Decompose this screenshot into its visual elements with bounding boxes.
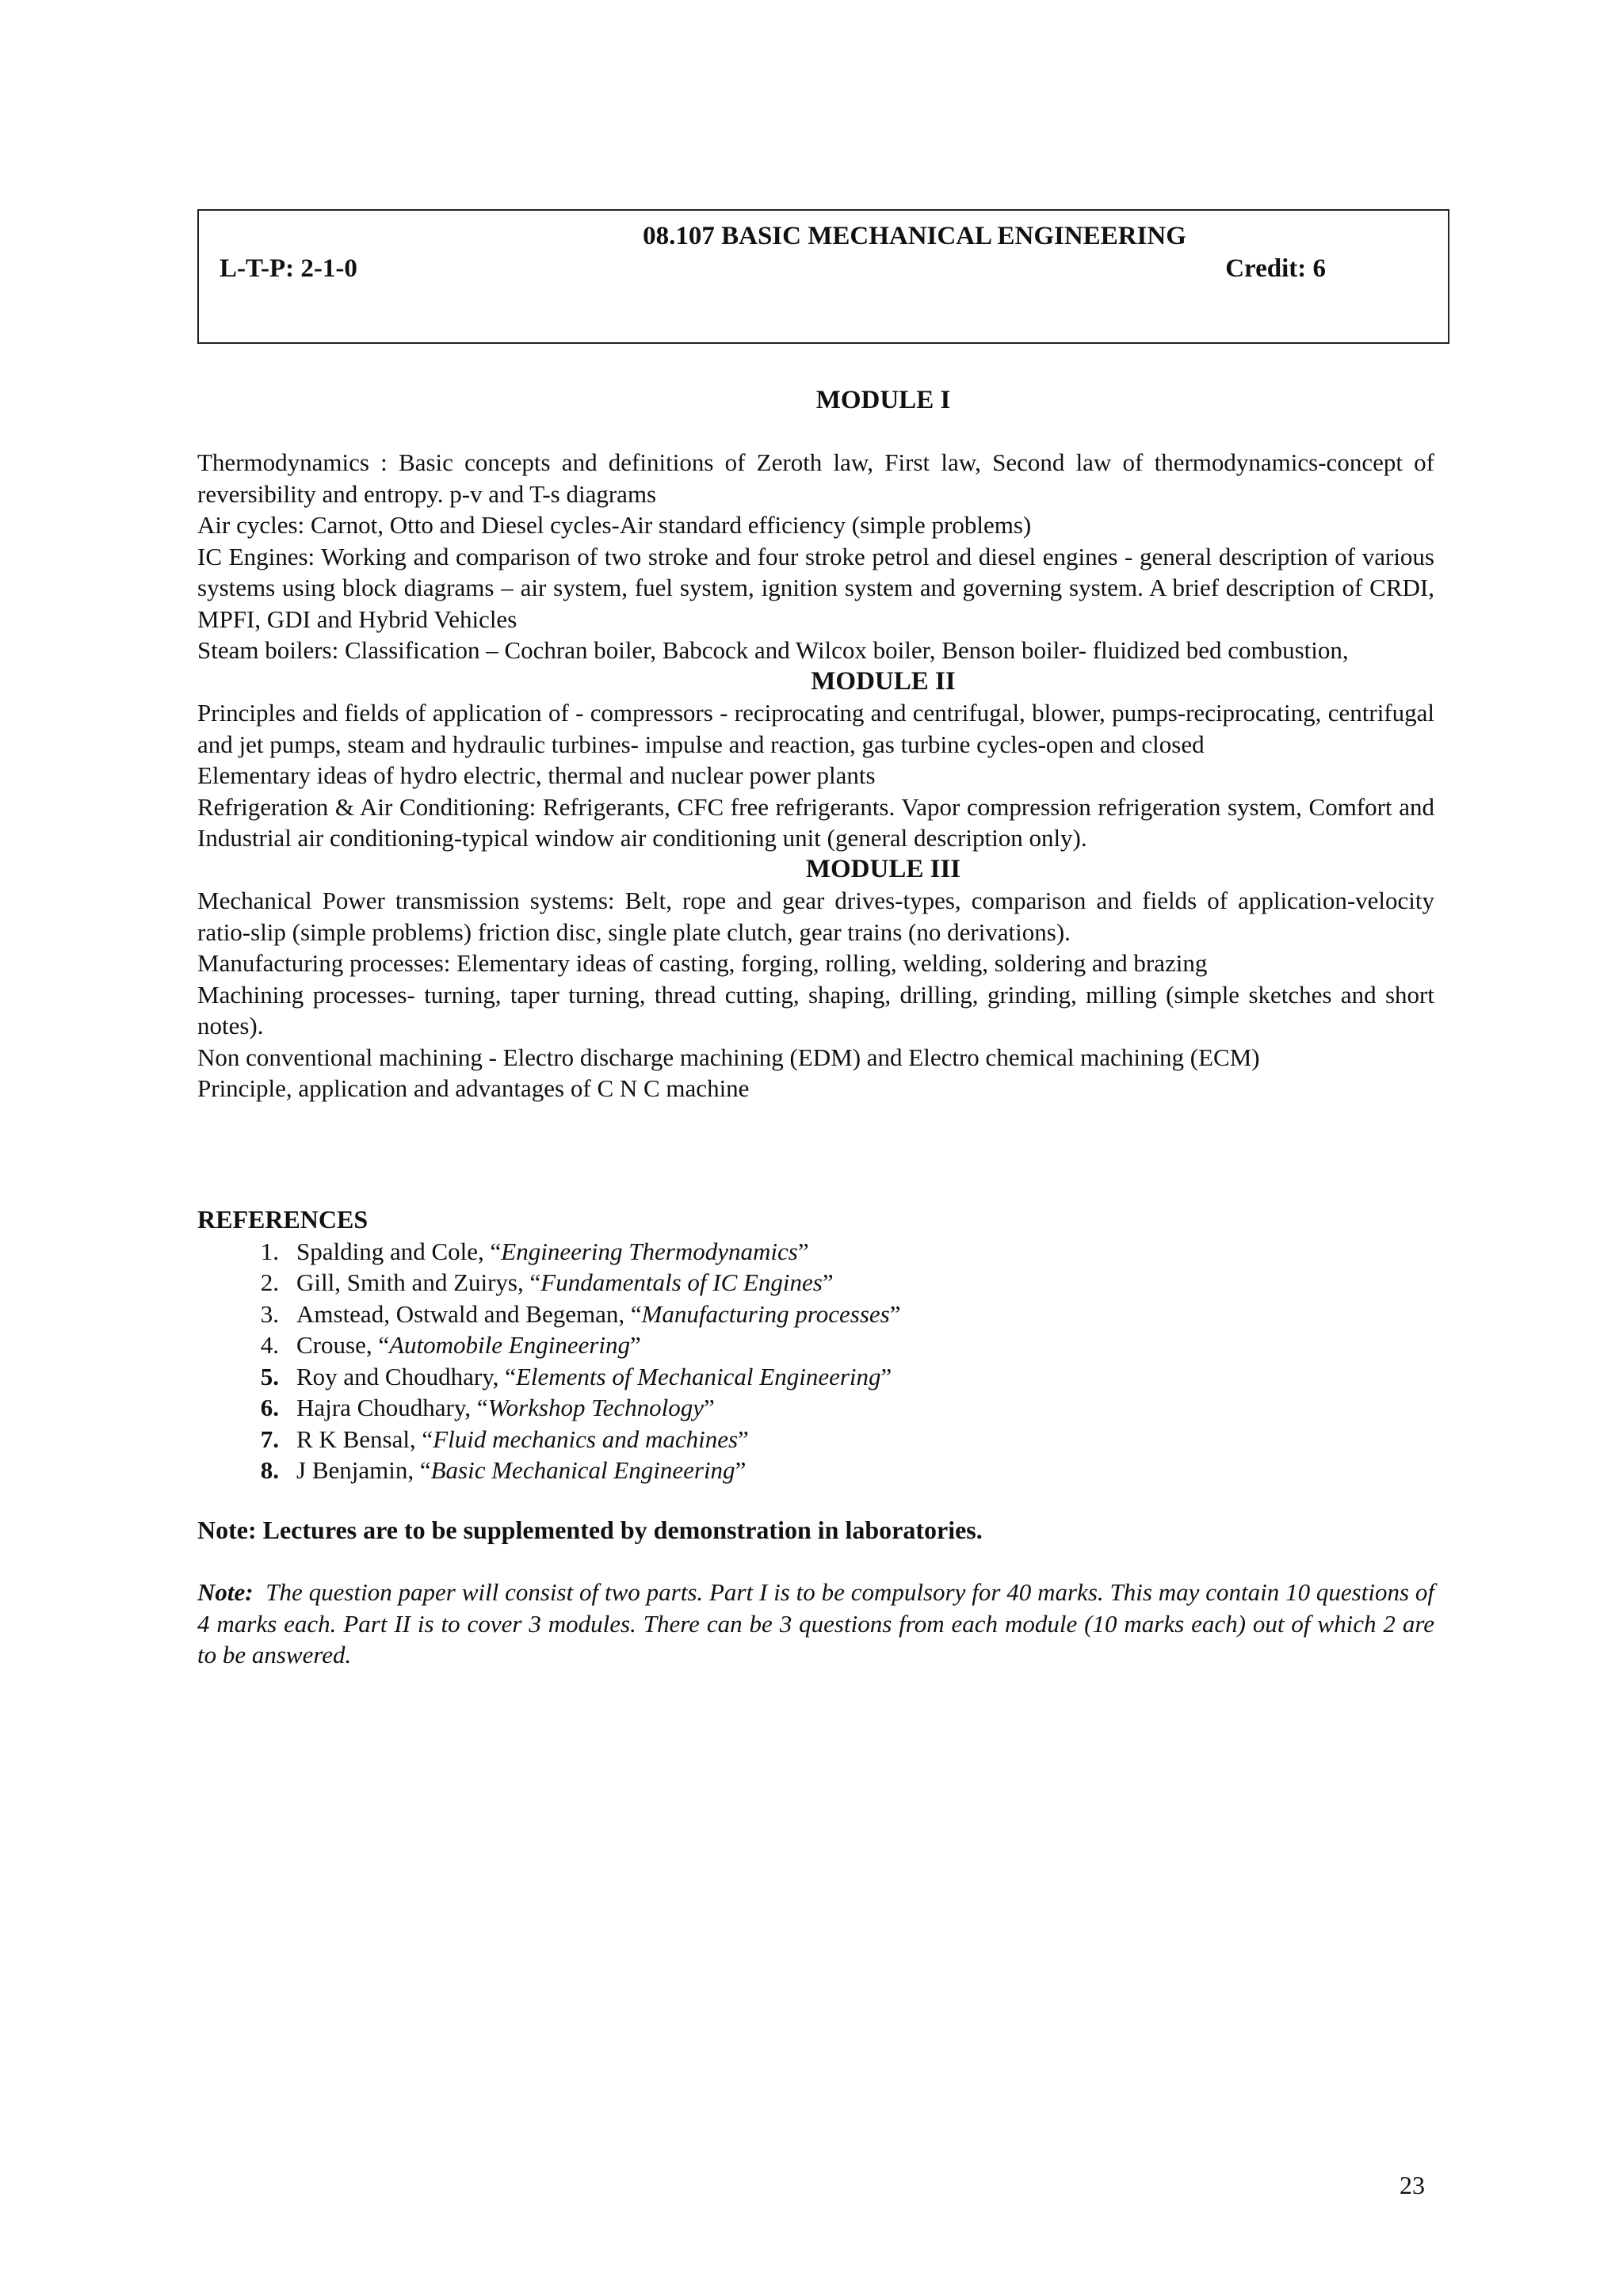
- reference-authors: Crouse, “: [296, 1331, 390, 1359]
- reference-authors: Roy and Choudhary, “: [296, 1362, 516, 1390]
- module-1-paragraph: IC Engines: Working and comparison of two stroke and four stroke petrol and diesel engines - general description of various systems using block diagrams – air system, fuel system, ignition system and governing system. A brief description of CRDI, MPFI, GDI and Hybrid Vehicles: [197, 542, 1434, 633]
- reference-book-title: Manufacturing processes: [641, 1299, 890, 1328]
- module-3-paragraph: Mechanical Power transmission systems: Belt, rope and gear drives-types, comparison and fields of application-velocity ratio-slip (simple problems) friction disc, single plate clutch, gear trains (no derivations).: [197, 887, 1434, 946]
- reference-book-title: Fluid mechanics and machines: [433, 1425, 739, 1453]
- module-1-title: MODULE I: [815, 386, 951, 414]
- reference-item: [197, 1329, 1434, 1361]
- reference-number: 3.: [260, 1299, 279, 1328]
- references-title: REFERENCES: [197, 1205, 369, 1234]
- reference-number: 2.: [260, 1268, 279, 1296]
- reference-number: 1.: [260, 1237, 279, 1265]
- reference-item: [197, 1392, 1434, 1424]
- module-2-paragraph: Refrigeration & Air Conditioning: Refrigerants, CFC free refrigerants. Vapor compression refrigeration system, Comfort and Industrial air conditioning-typical window air conditioning unit (general description only).: [197, 792, 1434, 852]
- reference-close-quote: ”: [889, 1299, 901, 1328]
- reference-number: 4.: [260, 1331, 279, 1359]
- reference-book-title: Elements of Mechanical Engineering: [515, 1362, 881, 1390]
- references-list: [197, 1236, 1434, 1486]
- module-2-title: MODULE II: [811, 666, 956, 696]
- reference-book-title: Fundamentals of IC Engines: [540, 1268, 823, 1296]
- reference-close-quote: ”: [704, 1394, 715, 1421]
- reference-close-quote: ”: [880, 1362, 892, 1390]
- reference-close-quote: ”: [630, 1331, 641, 1359]
- reference-authors: Hajra Choudhary, “: [296, 1394, 488, 1421]
- reference-close-quote: ”: [735, 1456, 747, 1484]
- reference-authors: Amstead, Ostwald and Begeman, “: [296, 1299, 642, 1328]
- module-1-paragraph: Steam boilers: Classification – Cochran boiler, Babcock and Wilcox boiler, Benson boiler- fluidized bed combustion,: [197, 636, 1349, 664]
- reference-close-quote: ”: [738, 1425, 749, 1453]
- reference-number: 6.: [260, 1394, 279, 1421]
- reference-book-title: Automobile Engineering: [389, 1331, 631, 1359]
- reference-close-quote: ”: [822, 1268, 834, 1296]
- reference-item: [197, 1267, 1434, 1299]
- reference-authors: R K Bensal, “: [296, 1425, 433, 1453]
- exam-note: [197, 1577, 1434, 1671]
- module-3-paragraph: Manufacturing processes: Elementary ideas of casting, forging, rolling, welding, soldering and brazing: [197, 949, 1208, 977]
- reference-authors: Spalding and Cole, “: [296, 1237, 502, 1265]
- reference-item: [197, 1299, 1434, 1330]
- reference-number: 5.: [260, 1362, 279, 1390]
- reference-book-title: Engineering Thermodynamics: [501, 1237, 798, 1265]
- reference-item: [197, 1424, 1434, 1455]
- course-header-box: [197, 209, 1449, 344]
- credit-label: Credit: 6: [1225, 254, 1326, 283]
- module-2-paragraph: Elementary ideas of hydro electric, thermal and nuclear power plants: [197, 761, 876, 789]
- reference-authors: J Benjamin, “: [296, 1456, 431, 1484]
- page-number: 23: [1400, 2171, 1425, 2199]
- reference-book-title: Workshop Technology: [487, 1394, 705, 1421]
- reference-number: 7.: [260, 1425, 279, 1453]
- reference-book-title: Basic Mechanical Engineering: [430, 1456, 735, 1484]
- reference-item: [197, 1361, 1434, 1393]
- ltp-label: L-T-P: 2-1-0: [220, 254, 357, 283]
- reference-item: [197, 1455, 1434, 1486]
- module-3-paragraph: Principle, application and advantages of C N C machine: [197, 1074, 750, 1102]
- course-title: 08.107 BASIC MECHANICAL ENGINEERING: [643, 222, 1186, 250]
- exam-note-label: Note:: [197, 1578, 254, 1606]
- lab-note: [197, 1515, 1434, 1547]
- reference-item: [197, 1236, 1434, 1268]
- exam-note-body: The question paper will consist of two parts. Part I is to be compulsory for 40 marks. This may contain 10 questions of 4 marks each. Part II is to cover 3 modules. There can be 3 questions from each module (10 marks each) out of which 2 are to be answered.: [197, 1578, 1435, 1669]
- module-1-section: [197, 385, 1434, 417]
- module-3-title: MODULE III: [805, 854, 961, 883]
- references-section: [197, 1204, 1434, 1486]
- module-1-paragraph: Air cycles: Carnot, Otto and Diesel cycles-Air standard efficiency (simple problems): [197, 511, 1032, 539]
- module-2-paragraph: Principles and fields of application of - compressors - reciprocating and centrifugal, blower, pumps-reciprocating, centrifugal and jet pumps, steam and hydraulic turbines- impulse and reaction, gas turbine cycles-open and closed: [197, 699, 1434, 758]
- syllabus-body: [197, 447, 1434, 1104]
- reference-authors: Gill, Smith and Zuirys, “: [296, 1268, 541, 1296]
- module-3-paragraph: Non conventional machining - Electro discharge machining (EDM) and Electro chemical machining (ECM): [197, 1043, 1260, 1071]
- lab-note-text: Note: Lectures are to be supplemented by demonstration in laboratories.: [197, 1516, 983, 1544]
- module-1-paragraph: Thermodynamics : Basic concepts and definitions of Zeroth law, First law, Second law of thermodynamics-concept of reversibility and entropy. p-v and T-s diagrams: [197, 448, 1434, 508]
- exam-note-text: [197, 1577, 1434, 1671]
- reference-close-quote: ”: [797, 1237, 809, 1265]
- reference-number: 8.: [260, 1456, 279, 1484]
- module-3-paragraph: Machining processes- turning, taper turning, thread cutting, shaping, drilling, grinding, milling (simple sketches and short notes).: [197, 980, 1434, 1039]
